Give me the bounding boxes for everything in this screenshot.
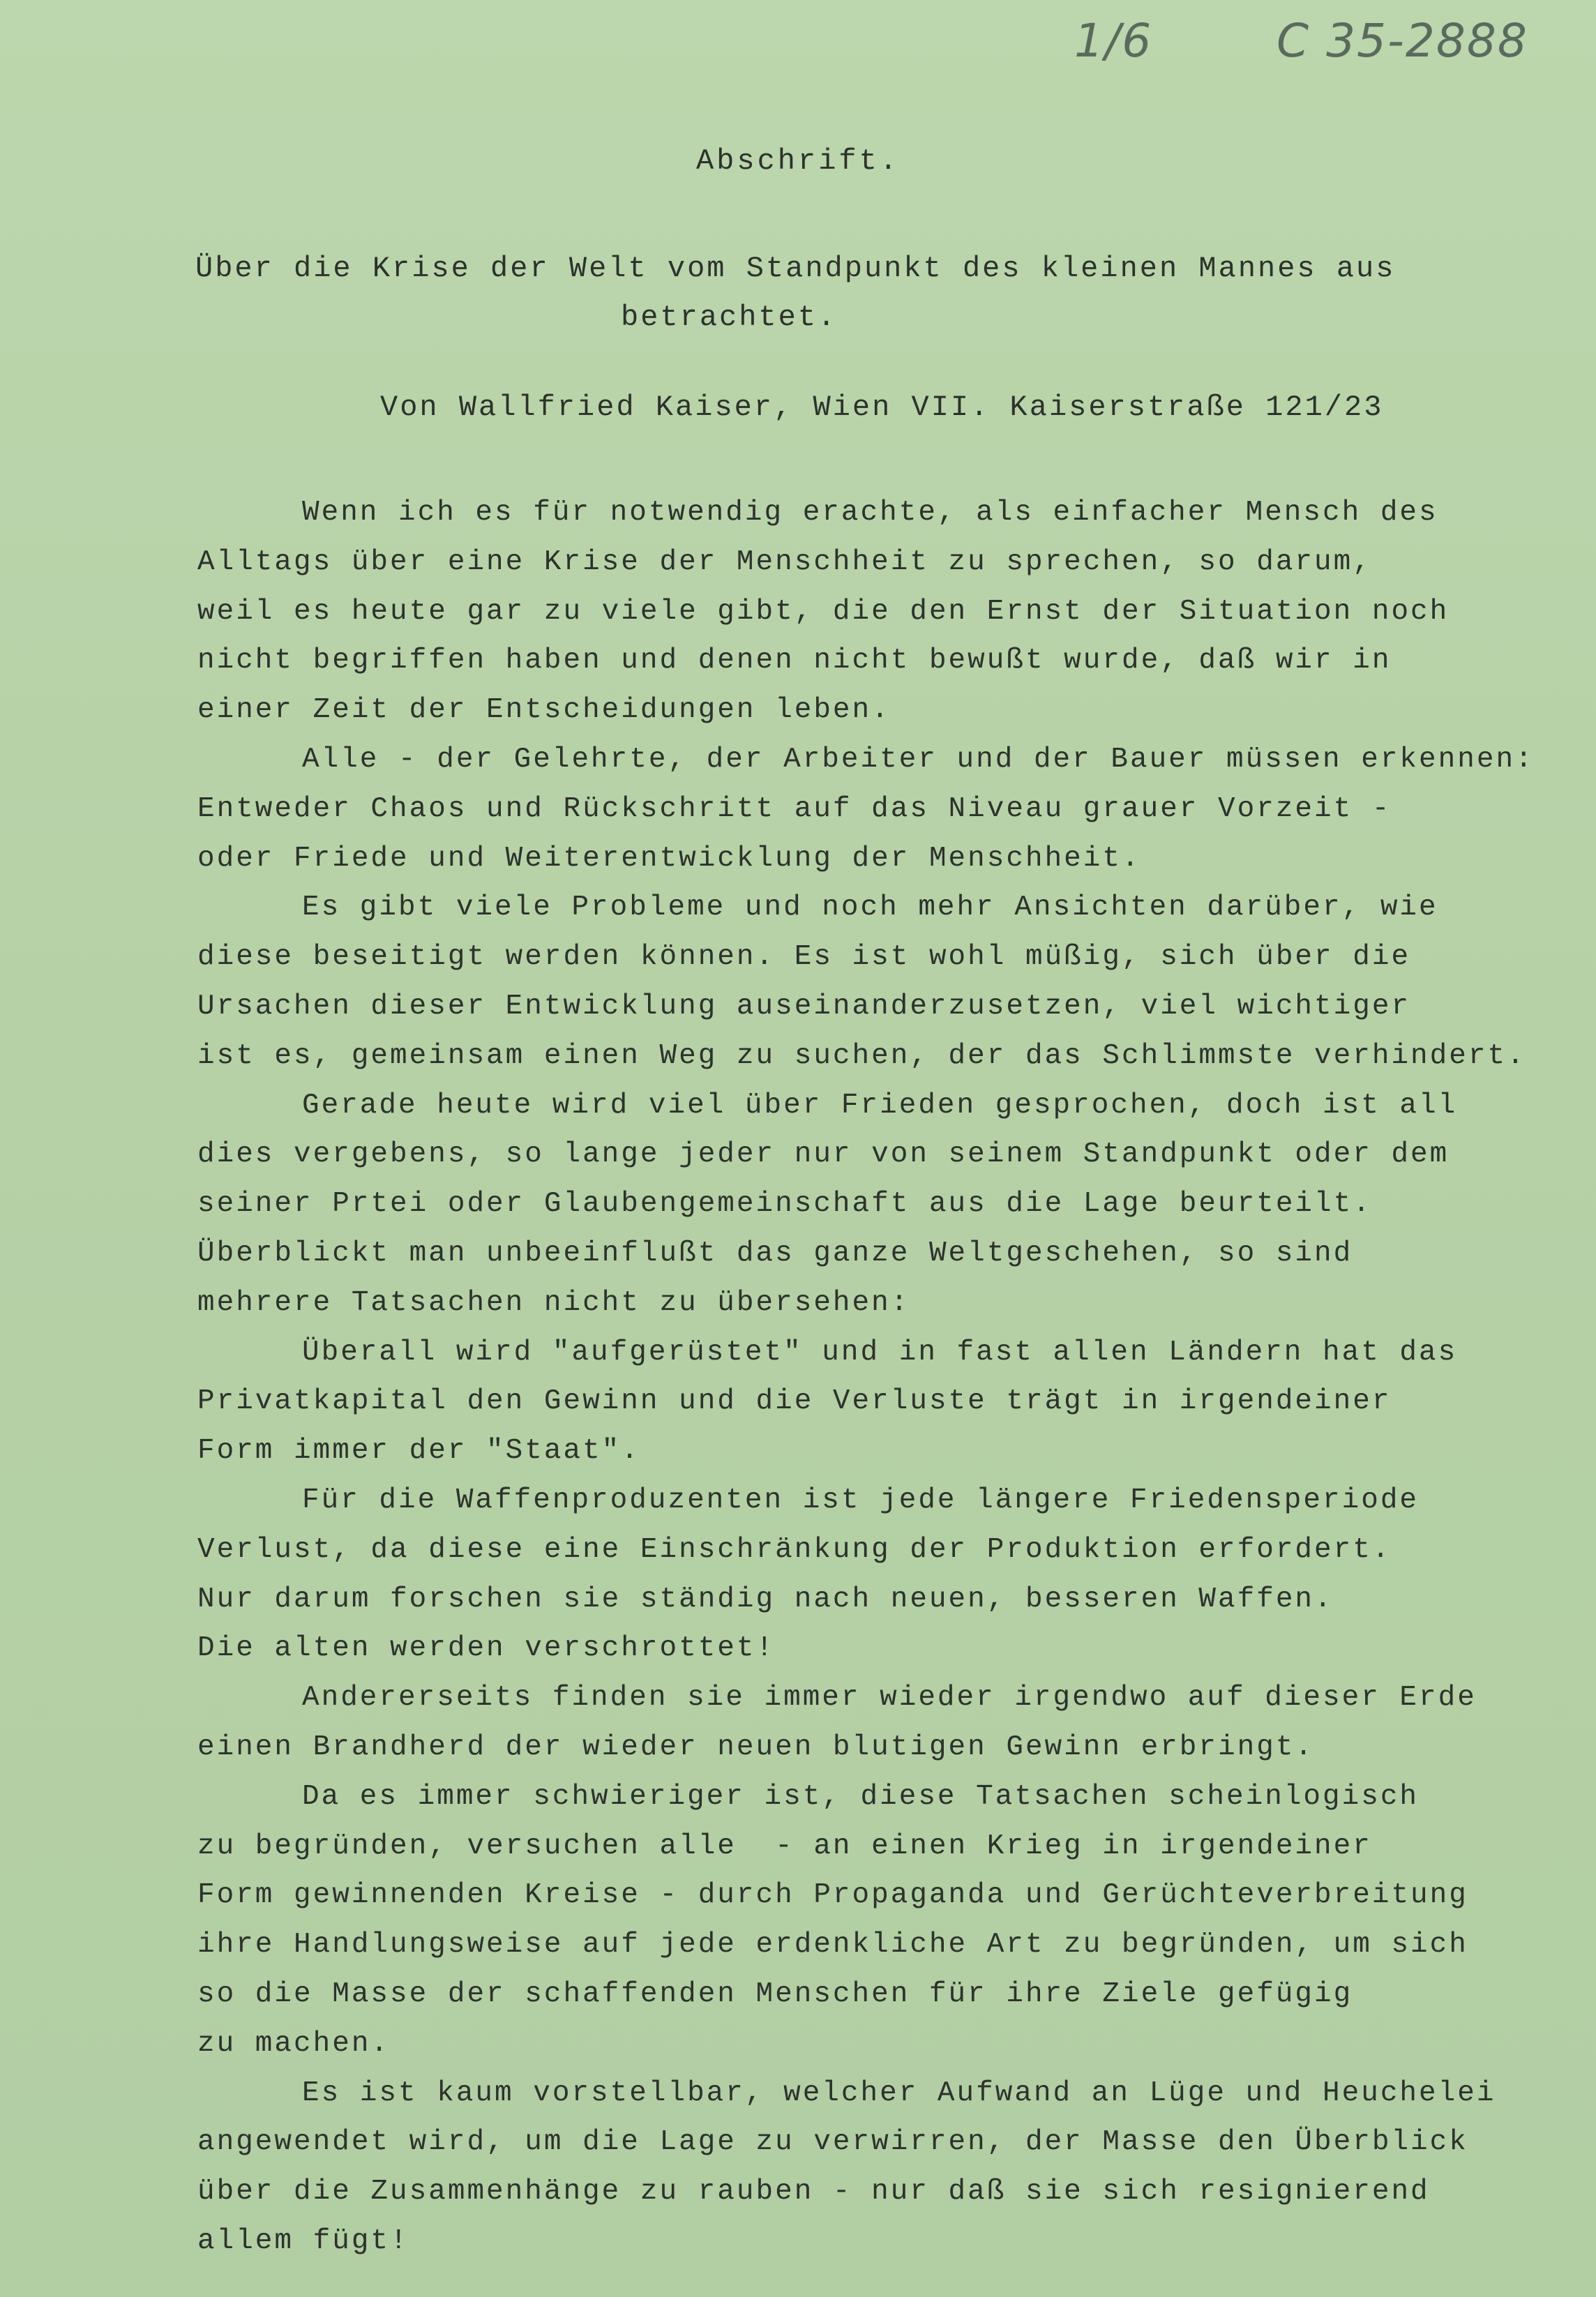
- text-line: Nur darum forschen sie ständig nach neuen, besseren Waffen.: [197, 1583, 1334, 1616]
- text-line: allem fügt!: [197, 2224, 409, 2257]
- text-line: Entweder Chaos und Rückschritt auf das Niveau grauer Vorzeit -: [197, 792, 1392, 825]
- text-line: einer Zeit der Entscheidungen leben.: [197, 694, 891, 727]
- text-line: mehrere Tatsachen nicht zu übersehen:: [197, 1286, 910, 1319]
- document-title: Abschrift.: [695, 144, 901, 178]
- text-line: Form immer der "Staat".: [197, 1435, 640, 1468]
- text-line: ist es, gemeinsam einen Weg zu suchen, der das Schlimmste verhindert.: [197, 1039, 1526, 1072]
- archive-code-annotation: C 35-2888: [1277, 14, 1528, 68]
- author-line: Von Wallfried Kaiser, Wien VII. Kaiserstraße 121/23: [380, 391, 1384, 424]
- paragraph: [197, 1476, 1586, 1673]
- body-text: [197, 488, 1586, 2266]
- text-line: Überall wird "aufgerüstet" und in fast allen Ländern hat das: [302, 1336, 1458, 1369]
- text-line: über die Zusammenhänge zu rauben - nur daß sie sich resignierend: [197, 2176, 1430, 2208]
- text-line: diese beseitigt werden können. Es ist wohl müßig, sich über die: [197, 941, 1411, 974]
- text-line: Form gewinnenden Kreise - durch Propaganda und Gerüchteverbreitung: [197, 1879, 1468, 1912]
- paragraph: [197, 1772, 1586, 2069]
- paragraph: [197, 1673, 1586, 1772]
- text-line: Es gibt viele Probleme und noch mehr Ansichten darüber, wie: [302, 891, 1438, 924]
- text-line: Gerade heute wird viel über Frieden gesprochen, doch ist all: [302, 1089, 1458, 1122]
- paragraph: [197, 2069, 1586, 2266]
- text-line: angewendet wird, um die Lage zu verwirren, der Masse den Überblick: [197, 2126, 1468, 2159]
- heading-line-2: betrachtet.: [621, 301, 838, 334]
- text-line: zu begründen, versuchen alle - an einen Krieg in irgendeiner: [197, 1830, 1372, 1862]
- text-line: Es ist kaum vorstellbar, welcher Aufwand an Lüge und Heuchelei: [302, 2077, 1496, 2109]
- heading-line-1: Über die Krise der Welt vom Standpunkt des kleinen Mannes aus: [195, 252, 1396, 285]
- text-line: Für die Waffenproduzenten ist jede längere Friedensperiode: [302, 1484, 1420, 1516]
- text-line: Alle - der Gelehrte, der Arbeiter und der Bauer müssen erkennen:: [302, 743, 1535, 776]
- text-line: Alltags über eine Krise der Menschheit zu sprechen, so darum,: [197, 545, 1372, 578]
- text-line: oder Friede und Weiterentwicklung der Menschheit.: [197, 842, 1141, 875]
- text-line: Die alten werden verschrottet!: [197, 1632, 776, 1665]
- paragraph: [197, 735, 1586, 883]
- paragraph: [197, 1328, 1586, 1476]
- text-line: Überblickt man unbeeinflußt das ganze Weltgeschehen, so sind: [197, 1237, 1353, 1270]
- text-line: Ursachen dieser Entwicklung auseinanderzusetzen, viel wichtiger: [197, 990, 1411, 1023]
- text-line: dies vergebens, so lange jeder nur von seinem Standpunkt oder dem: [197, 1138, 1450, 1171]
- text-line: seiner Prtei oder Glaubengemeinschaft aus die Lage beurteilt.: [197, 1188, 1372, 1221]
- text-line: so die Masse der schaffenden Menschen für ihre Ziele gefügig: [197, 1978, 1353, 2010]
- text-line: Verlust, da diese eine Einschränkung der Produktion erfordert.: [197, 1533, 1392, 1566]
- text-line: weil es heute gar zu viele gibt, die den Ernst der Situation noch: [197, 595, 1450, 628]
- page-number-annotation: 1/6: [1074, 14, 1153, 68]
- text-line: nicht begriffen haben und denen nicht bewußt wurde, daß wir in: [197, 645, 1392, 677]
- text-line: zu machen.: [197, 2027, 391, 2060]
- text-line: ihre Handlungsweise auf jede erdenkliche Art zu begründen, um sich: [197, 1929, 1468, 1961]
- text-line: Andererseits finden sie immer wieder irgendwo auf dieser Erde: [302, 1682, 1477, 1715]
- text-line: Wenn ich es für notwendig erachte, als einfacher Mensch des: [302, 497, 1438, 529]
- paragraph: [197, 1081, 1586, 1328]
- text-line: Privatkapital den Gewinn und die Verluste trägt in irgendeiner: [197, 1385, 1392, 1418]
- paragraph: [197, 488, 1586, 735]
- text-line: einen Brandherd der wieder neuen blutigen Gewinn erbringt.: [197, 1731, 1315, 1763]
- paragraph: [197, 883, 1586, 1080]
- text-line: Da es immer schwieriger ist, diese Tatsachen scheinlogisch: [302, 1780, 1420, 1813]
